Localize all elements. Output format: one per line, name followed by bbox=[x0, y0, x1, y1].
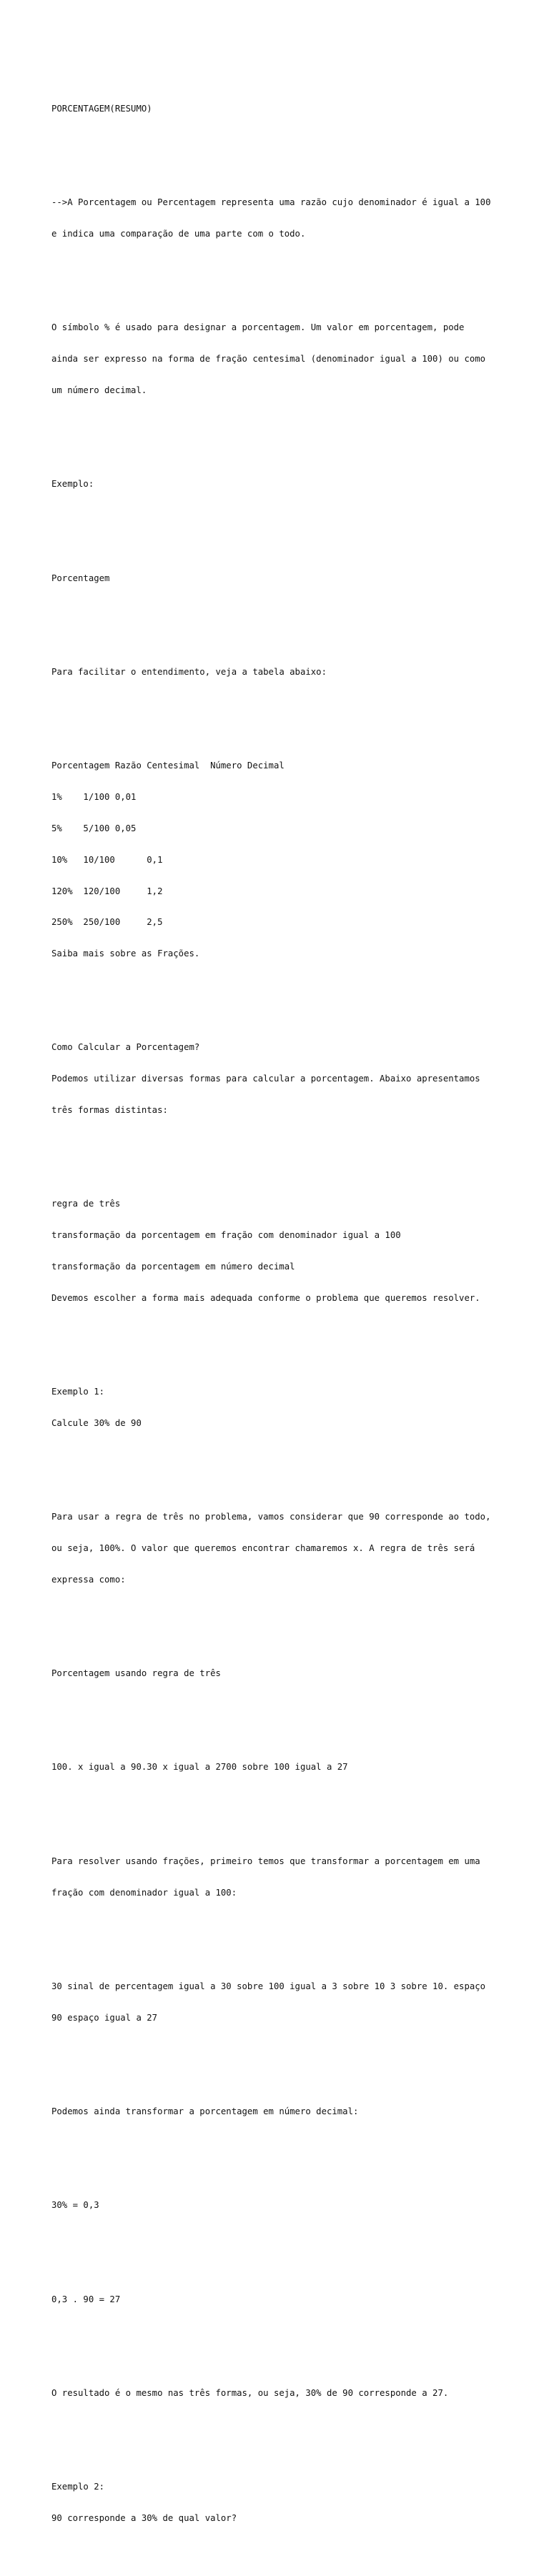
list-item: transformação da porcentagem em fração com denominador igual a 100 bbox=[51, 1230, 401, 1241]
example-label bbox=[51, 458, 516, 510]
example2-heading: Exemplo 2: bbox=[51, 2482, 105, 2492]
fractions-note: Saiba mais sobre as Frações. bbox=[51, 948, 200, 959]
rule-line: expressa como: bbox=[51, 1574, 126, 1585]
rule-line: ou seja, 100%. O valor que queremos encontrar chamaremos x. A regra de três será bbox=[51, 1542, 475, 1553]
table-row: 5% 5/100 0,05 bbox=[51, 823, 137, 833]
title-line: PORCENTAGEM(RESUMO) bbox=[51, 103, 152, 114]
list-item: transformação da porcentagem em número decimal bbox=[51, 1261, 295, 1272]
example1-heading: Exemplo 1: bbox=[51, 1387, 105, 1397]
result-line: O resultado é o mesmo nas três formas, ou seja, 30% de 90 corresponde a 27. bbox=[51, 2388, 449, 2398]
rule-formula-line: 100. x igual a 90.30 x igual a 2700 sobre 100 igual a 27 bbox=[51, 1762, 348, 1773]
document-title bbox=[51, 83, 516, 135]
fractions-formula-line: 30 sinal de percentagem igual a 30 sobre 100 igual a 3 sobre 10 3 sobre 10. espaço bbox=[51, 1981, 486, 1991]
table-intro bbox=[51, 646, 516, 698]
table-row: 250% 250/100 2,5 bbox=[51, 917, 163, 928]
decimal-eq1-line: 30% = 0,3 bbox=[51, 2200, 99, 2211]
rule-formula bbox=[51, 1741, 516, 1793]
how-to-line: três formas distintas: bbox=[51, 1104, 168, 1115]
rule-line: Para usar a regra de três no problema, vamos considerar que 90 corresponde ao todo, bbox=[51, 1512, 491, 1522]
symbol-paragraph bbox=[51, 302, 516, 417]
example2-section bbox=[51, 2461, 516, 2545]
example1-question: Calcule 30% de 90 bbox=[51, 1417, 142, 1428]
symbol-line: O símbolo % é usado para designar a porcentagem. Um valor em porcentagem, pode bbox=[51, 322, 465, 333]
decimal-intro-line: Podemos ainda transformar a porcentagem em número decimal: bbox=[51, 2106, 359, 2116]
fractions-formula-line: 90 espaço igual a 27 bbox=[51, 2012, 158, 2023]
example2-question: 90 corresponde a 30% de qual valor? bbox=[51, 2513, 237, 2524]
intro-paragraph bbox=[51, 177, 516, 260]
table-row: 120% 120/100 1,2 bbox=[51, 886, 163, 896]
intro-line: e indica uma comparação de uma parte com o todo. bbox=[51, 229, 306, 239]
how-to-line: Podemos utilizar diversas formas para calcular a porcentagem. Abaixo apresentamos bbox=[51, 1074, 480, 1084]
result-paragraph bbox=[51, 2367, 516, 2419]
document-body bbox=[51, 51, 516, 2576]
table-intro-line: Para facilitar o entendimento, veja a tabela abaixo: bbox=[51, 667, 327, 678]
percentage-table bbox=[51, 740, 516, 980]
intro-line: -->A Porcentagem ou Percentagem representa uma razão cujo denominador é igual a 100 bbox=[51, 197, 491, 208]
methods-list bbox=[51, 1178, 516, 1324]
fractions-line: Para resolver usando frações, primeiro temos que transformar a porcentagem em uma bbox=[51, 1856, 480, 1866]
rule-label-line: Porcentagem usando regra de três bbox=[51, 1668, 221, 1679]
decimal-equation-2 bbox=[51, 2273, 516, 2325]
methods-note: Devemos escolher a forma mais adequada conforme o problema que queremos resolver. bbox=[51, 1292, 480, 1303]
table-row: 10% 10/100 0,1 bbox=[51, 854, 163, 865]
porcentagem-label-line: Porcentagem bbox=[51, 573, 110, 583]
decimal-equation-1 bbox=[51, 2179, 516, 2231]
table-header-row: Porcentagem Razão Centesimal Número Decimal bbox=[51, 761, 285, 771]
porcentagem-label bbox=[51, 553, 516, 605]
list-item: regra de três bbox=[51, 1199, 121, 1209]
how-to-section bbox=[51, 1021, 516, 1136]
how-to-heading: Como Calcular a Porcentagem? bbox=[51, 1042, 200, 1053]
rule-of-three-paragraph bbox=[51, 1491, 516, 1606]
example1-section bbox=[51, 1366, 516, 1450]
decimal-intro bbox=[51, 2086, 516, 2138]
fractions-formula bbox=[51, 1961, 516, 2044]
fractions-paragraph bbox=[51, 1836, 516, 1919]
table-row: 1% 1/100 0,01 bbox=[51, 792, 137, 803]
example-label-line: Exemplo: bbox=[51, 479, 94, 490]
rule-label bbox=[51, 1648, 516, 1700]
fractions-line: fração com denominador igual a 100: bbox=[51, 1887, 237, 1898]
symbol-line: ainda ser expresso na forma de fração centesimal (denominador igual a 100) ou como bbox=[51, 354, 486, 365]
decimal-eq2-line: 0,3 . 90 = 27 bbox=[51, 2294, 121, 2304]
symbol-line: um número decimal. bbox=[51, 385, 147, 395]
